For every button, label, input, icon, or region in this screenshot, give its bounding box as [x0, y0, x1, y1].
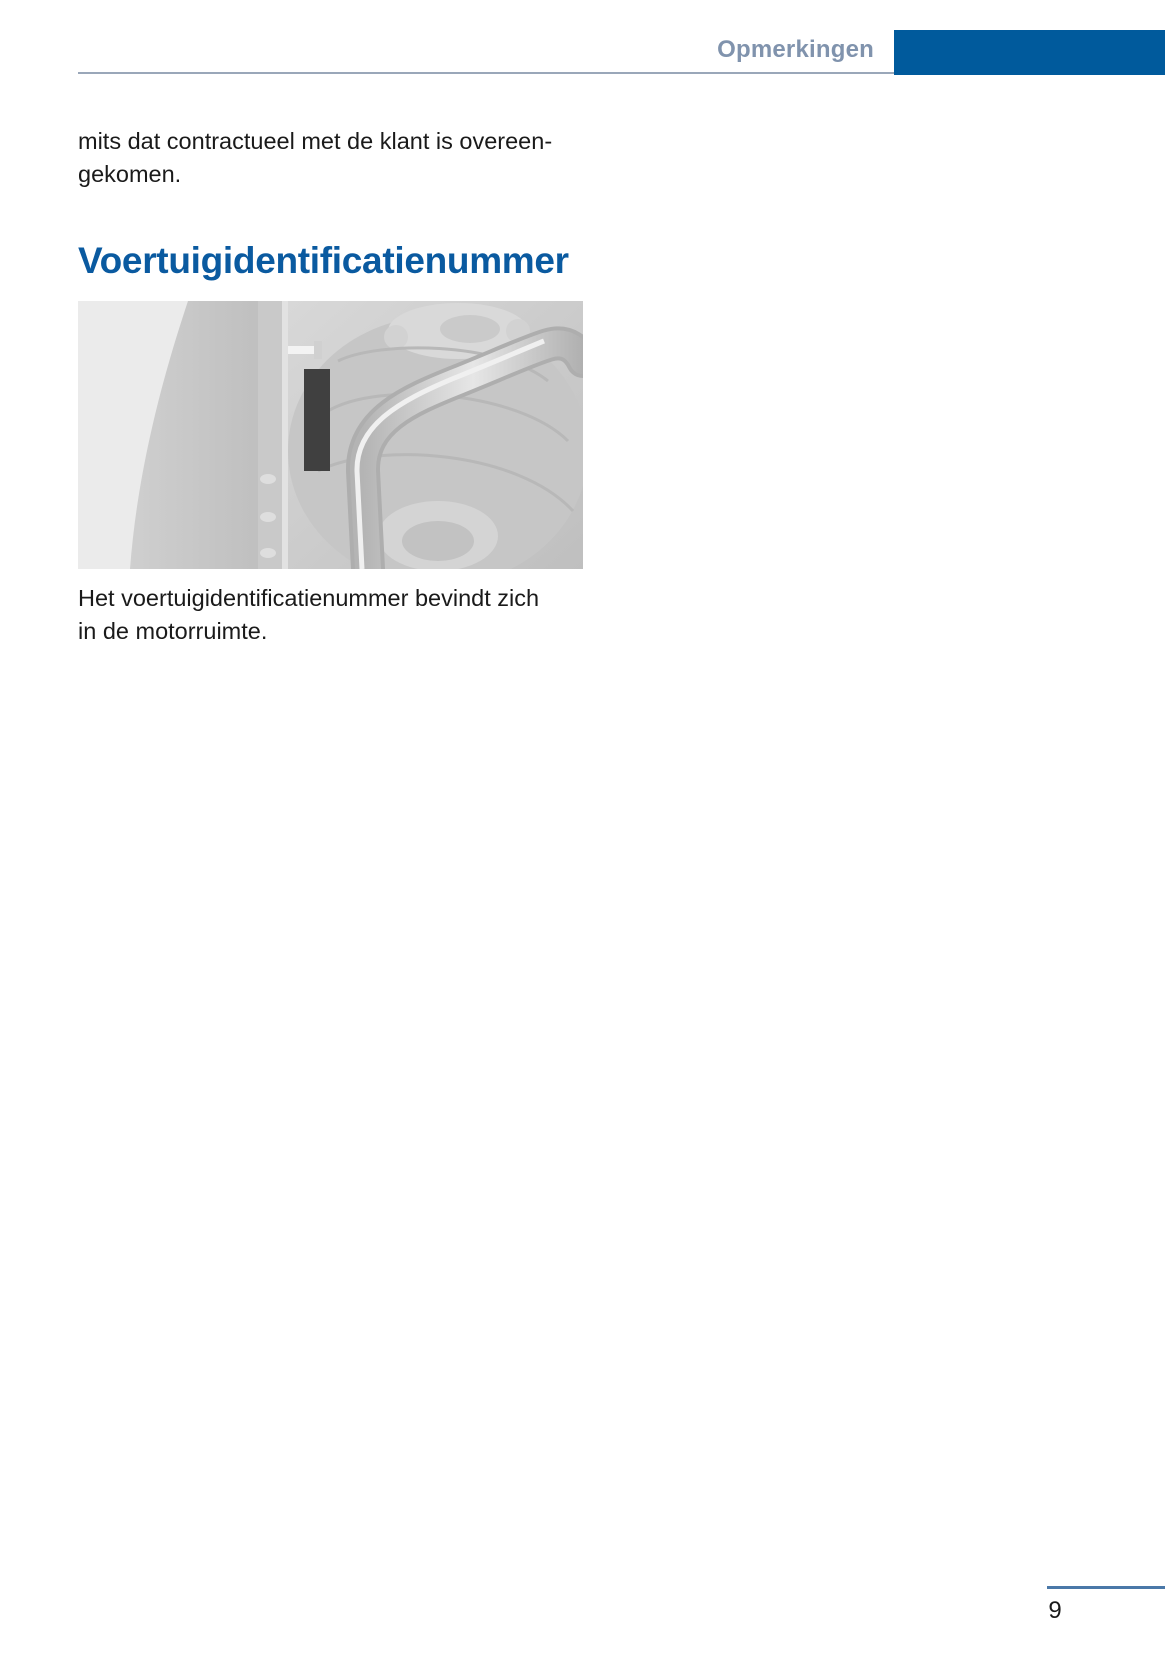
section-heading: Voertuigidentificatienummer [78, 240, 569, 281]
header-divider [78, 72, 894, 74]
caption-line-1: Het voertuigidentificatienummer bevindt zich [78, 585, 540, 611]
caption-line-2: in de motorruimte. [78, 618, 268, 644]
running-header-title: Opmerkingen [717, 36, 874, 63]
page-number: 9 [1048, 1597, 1062, 1624]
figure-caption [78, 582, 598, 648]
intro-paragraph [78, 125, 598, 191]
intro-line-2: gekomen. [78, 161, 182, 187]
header-accent-tab [894, 30, 1165, 75]
engine-compartment-figure [78, 301, 583, 569]
vin-plate-marker [304, 369, 330, 471]
engine-compartment-illustration [78, 301, 583, 569]
intro-line-1: mits dat contractueel met de klant is overeen- [78, 128, 553, 154]
footer-divider [1047, 1586, 1165, 1589]
